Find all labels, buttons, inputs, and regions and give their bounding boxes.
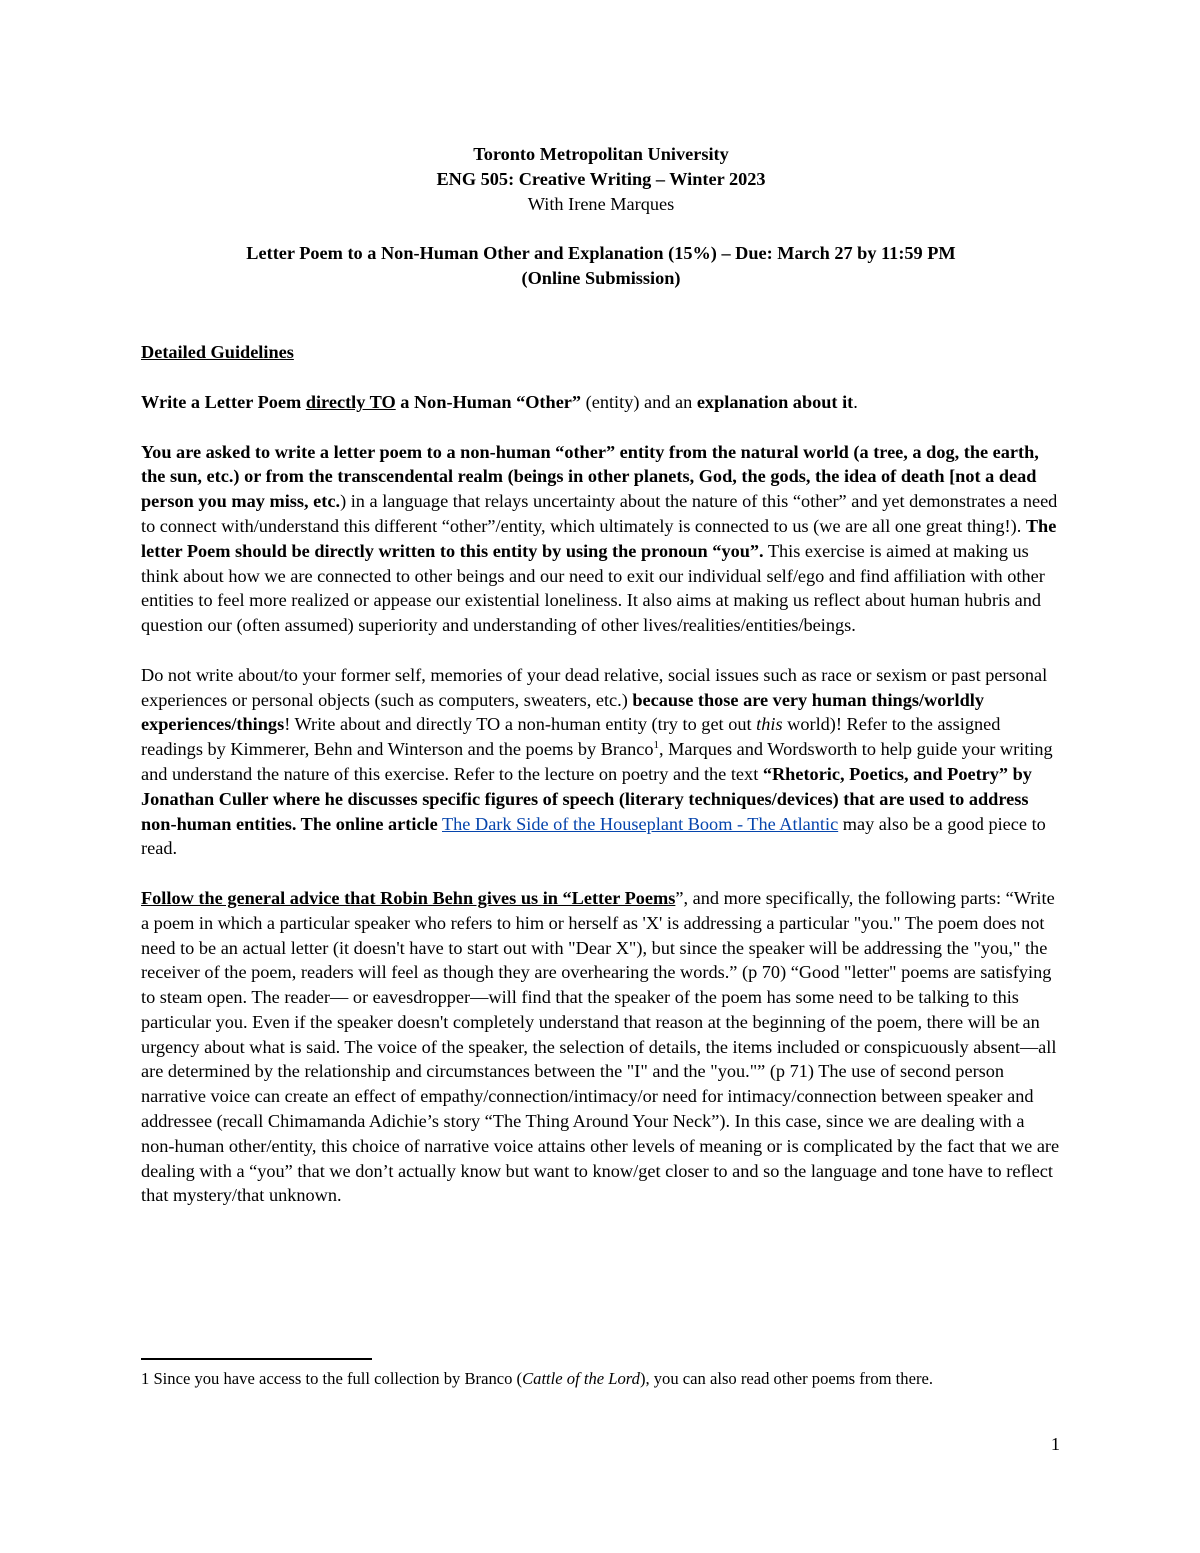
intro-text-4: (entity) and an	[581, 391, 697, 412]
footnote-italic-1: Cattle of the Lord	[522, 1369, 640, 1388]
para2-text-3: world)! Refer to the assigned readings by Kimmerer, Behn and Winterson and the poems by Branco	[141, 714, 1001, 760]
footnote-text-1: 1 Since you have access to the full collection by Branco (	[141, 1369, 523, 1388]
footnote	[141, 1367, 1061, 1390]
para2-text-2: ! Write about and directly TO a non-human entity (try to get out	[284, 714, 757, 735]
paragraph-1	[141, 440, 1061, 638]
instructor-line: With Irene Marques	[527, 193, 675, 214]
para2-bold-1: because those are very human things/worldly experiences/things	[141, 689, 984, 735]
footnote-text-2: ), you can also read other poems from there.	[639, 1369, 933, 1388]
paragraph-3	[141, 886, 1061, 1208]
para2-text-4: , Marques and Wordsworth to help guide your writing and understand the nature of this exercise. Refer to the lecture on poetry and the text	[141, 739, 1053, 784]
atlantic-article-link[interactable]: The Dark Side of the Houseplant Boom - The Atlantic	[442, 813, 839, 834]
para1-text-1: ) in a language that relays uncertainty about the nature of this “other” and yet demonstrates a need to connect with/understand this different “other”/entity, which ultimately is connected to us (we are all one great thing!).	[141, 491, 1058, 536]
course-title: ENG 505: Creative Writing – Winter 2023	[436, 168, 766, 189]
guidelines-heading: Detailed Guidelines	[141, 342, 294, 363]
intro-text-3: a Non-Human “Other”	[395, 391, 582, 412]
paragraph-2	[141, 663, 1061, 861]
para2-italic-1: this	[756, 714, 783, 735]
para1-bold-1: You are asked to write a letter poem to a non-human “other” entity from the natural world (a tree, a dog, the earth, the sun, etc.) or from the transcendental realm (beings in other planets, God, the gods, the idea of death [not a dead person you may miss, etc.	[141, 441, 1039, 512]
para1-bold-2: The letter Poem should be directly written to this entity by using the pronoun “you”.	[141, 515, 1057, 561]
para1-text-2: This exercise is aimed at making us think about how we are connected to other beings and our need to exit our individual self/ego and find affiliation with other entities to feel more realized or appease our existential loneliness. It also aims at making us reflect about human hubris and question our (often assumed) superiority and understanding of other lives/realities/entities/beings.	[141, 540, 1045, 636]
intro-text-6: .	[853, 391, 858, 412]
intro-text-1: Write a Letter Poem	[141, 391, 306, 412]
intro-paragraph	[141, 390, 1061, 415]
assignment-title-line2: (Online Submission)	[521, 267, 681, 288]
footnote-separator	[141, 1358, 372, 1360]
intro-text-2: directly TO	[305, 391, 396, 412]
footnote-reference[interactable]: 1	[653, 739, 659, 752]
para3-text-1: ”, and more specifically, the following parts: “Write a poem in which a particular speaker who refers to him or herself as 'X' is addressing a particular "you." The poem does not need to be an actual letter (it doesn't have to start out with "Dear X"), but since the speaker will be addressing the "you," the receiver of the poem, readers will feel as though they are overhearing the words.” (p 70) “Good "letter" poems are satisfying to steam open. The reader— or eavesdropper—will find that the speaker of the poem has some need to be talking to this particular you. Even if the speaker doesn't completely understand that reason at the beginning of the poem, there will be an urgency about what is said. The voice of the speaker, the selection of details, the items included or conspicuously absent—all are determined by the relationship and circumstances between the "I" and the "you."” (p 71) The use of second person narrative voice can create an effect of empathy/connection/intimacy/or need for intimacy/connection between speaker and addressee (recall Chimamanda Adichie’s story “The Thing Around Your Neck”). In this case, since we are dealing with a non-human other/entity, this choice of narrative voice attains other levels of meaning or is complicated by the fact that we are dealing with a “you” that we don’t actually know but want to know/get closer to and so the language and tone have to reflect that mystery/that unknown.	[141, 887, 1060, 1206]
para2-text-1: Do not write about/to your former self, memories of your dead relative, social issues such as race or sexism or past personal experiences or personal objects (such as computers, sweaters, etc.)	[141, 664, 1048, 710]
assignment-title	[141, 241, 1061, 291]
assignment-title-line1: Letter Poem to a Non-Human Other and Explanation (15%) – Due: March 27 by 11:59 PM	[246, 243, 956, 264]
para2-text-6: may also be a good piece to read.	[141, 813, 1046, 859]
page-number: 1	[1050, 1434, 1060, 1454]
intro-text-5: explanation about it	[696, 391, 854, 412]
para2-bold-2: “Rhetoric, Poetics, and Poetry” by Jonathan Culler where he discusses specific figures of speech (literary techniques/devices) that are used to address non-human entities. The online article	[141, 763, 1032, 834]
page-content	[141, 142, 1061, 1208]
university-name: Toronto Metropolitan University	[473, 144, 729, 164]
para3-bold-1: Follow the general advice that Robin Behn gives us in “Letter Poems	[141, 887, 676, 908]
